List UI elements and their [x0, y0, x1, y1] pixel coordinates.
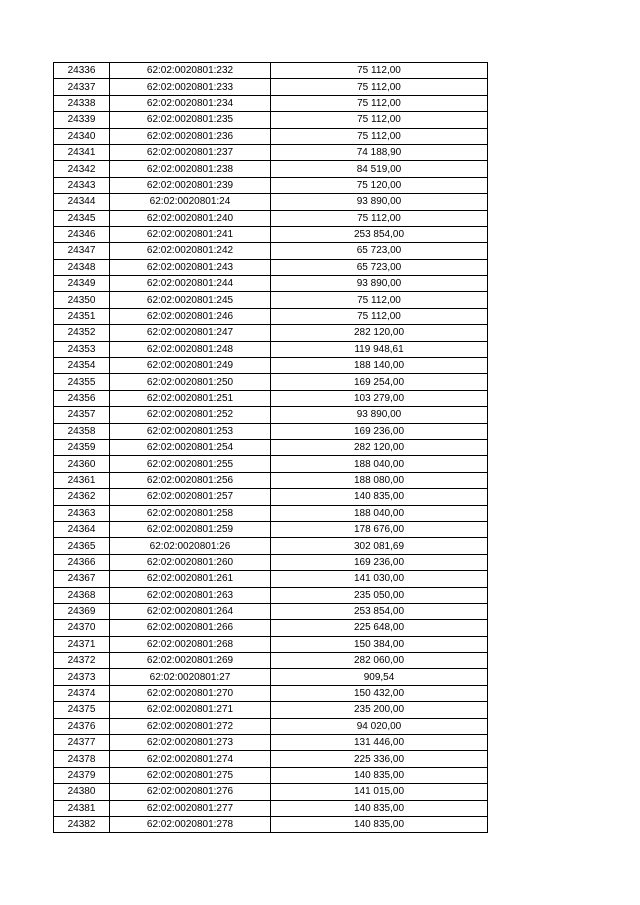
cadastral-number-cell: 62:02:0020801:232	[110, 63, 271, 79]
value-cell: 93 890,00	[271, 407, 488, 423]
cadastral-number-cell: 62:02:0020801:275	[110, 767, 271, 783]
cadastral-number-cell: 62:02:0020801:234	[110, 95, 271, 111]
table-row	[54, 489, 488, 505]
table-row	[54, 390, 488, 406]
value-cell: 188 040,00	[271, 505, 488, 521]
value-cell: 140 835,00	[271, 489, 488, 505]
row-number-cell: 24348	[54, 259, 110, 275]
cadastral-number-cell: 62:02:0020801:240	[110, 210, 271, 226]
value-cell: 75 112,00	[271, 95, 488, 111]
value-cell: 75 112,00	[271, 308, 488, 324]
row-number-cell: 24365	[54, 538, 110, 554]
cadastral-number-cell: 62:02:0020801:237	[110, 144, 271, 160]
value-cell: 119 948,61	[271, 341, 488, 357]
row-number-cell: 24377	[54, 735, 110, 751]
value-cell: 141 030,00	[271, 571, 488, 587]
table-row	[54, 194, 488, 210]
row-number-cell: 24340	[54, 128, 110, 144]
cadastral-number-cell: 62:02:0020801:252	[110, 407, 271, 423]
table-row	[54, 587, 488, 603]
value-cell: 140 835,00	[271, 816, 488, 832]
value-cell: 188 140,00	[271, 358, 488, 374]
value-cell: 75 112,00	[271, 63, 488, 79]
cadastral-number-cell: 62:02:0020801:258	[110, 505, 271, 521]
table-row	[54, 374, 488, 390]
table-row	[54, 702, 488, 718]
table-row	[54, 407, 488, 423]
row-number-cell: 24345	[54, 210, 110, 226]
table-row	[54, 521, 488, 537]
cadastral-number-cell: 62:02:0020801:247	[110, 325, 271, 341]
cadastral-number-cell: 62:02:0020801:254	[110, 439, 271, 455]
value-cell: 169 236,00	[271, 423, 488, 439]
row-number-cell: 24358	[54, 423, 110, 439]
cadastral-number-cell: 62:02:0020801:255	[110, 456, 271, 472]
cadastral-number-cell: 62:02:0020801:271	[110, 702, 271, 718]
table-row	[54, 751, 488, 767]
cadastral-number-cell: 62:02:0020801:24	[110, 194, 271, 210]
table-row	[54, 439, 488, 455]
row-number-cell: 24364	[54, 521, 110, 537]
cadastral-number-cell: 62:02:0020801:259	[110, 521, 271, 537]
row-number-cell: 24343	[54, 177, 110, 193]
table-row	[54, 603, 488, 619]
table-row	[54, 95, 488, 111]
value-cell: 75 112,00	[271, 112, 488, 128]
row-number-cell: 24359	[54, 439, 110, 455]
value-cell: 75 112,00	[271, 210, 488, 226]
cadastral-number-cell: 62:02:0020801:257	[110, 489, 271, 505]
table-row	[54, 620, 488, 636]
cadastral-number-cell: 62:02:0020801:241	[110, 226, 271, 242]
row-number-cell: 24378	[54, 751, 110, 767]
value-cell: 188 080,00	[271, 472, 488, 488]
row-number-cell: 24382	[54, 816, 110, 832]
row-number-cell: 24376	[54, 718, 110, 734]
row-number-cell: 24372	[54, 653, 110, 669]
cadastral-number-cell: 62:02:0020801:26	[110, 538, 271, 554]
table-row	[54, 816, 488, 832]
value-cell: 93 890,00	[271, 194, 488, 210]
value-cell: 169 236,00	[271, 554, 488, 570]
row-number-cell: 24381	[54, 800, 110, 816]
cadastral-number-cell: 62:02:0020801:272	[110, 718, 271, 734]
row-number-cell: 24368	[54, 587, 110, 603]
cadastral-number-cell: 62:02:0020801:274	[110, 751, 271, 767]
value-cell: 909,54	[271, 669, 488, 685]
value-cell: 141 015,00	[271, 784, 488, 800]
value-cell: 150 384,00	[271, 636, 488, 652]
value-cell: 169 254,00	[271, 374, 488, 390]
table-row	[54, 79, 488, 95]
value-cell: 75 112,00	[271, 79, 488, 95]
row-number-cell: 24369	[54, 603, 110, 619]
cadastral-number-cell: 62:02:0020801:236	[110, 128, 271, 144]
table-row	[54, 718, 488, 734]
row-number-cell: 24354	[54, 358, 110, 374]
value-cell: 302 081,69	[271, 538, 488, 554]
cadastral-number-cell: 62:02:0020801:264	[110, 603, 271, 619]
row-number-cell: 24367	[54, 571, 110, 587]
value-cell: 225 336,00	[271, 751, 488, 767]
table-row	[54, 112, 488, 128]
cadastral-number-cell: 62:02:0020801:269	[110, 653, 271, 669]
row-number-cell: 24337	[54, 79, 110, 95]
table-row	[54, 325, 488, 341]
cadastral-number-cell: 62:02:0020801:243	[110, 259, 271, 275]
cadastral-number-cell: 62:02:0020801:250	[110, 374, 271, 390]
row-number-cell: 24346	[54, 226, 110, 242]
row-number-cell: 24360	[54, 456, 110, 472]
row-number-cell: 24379	[54, 767, 110, 783]
value-cell: 282 060,00	[271, 653, 488, 669]
table-row	[54, 735, 488, 751]
value-cell: 140 835,00	[271, 767, 488, 783]
row-number-cell: 24370	[54, 620, 110, 636]
row-number-cell: 24363	[54, 505, 110, 521]
table-row	[54, 341, 488, 357]
row-number-cell: 24362	[54, 489, 110, 505]
table-row	[54, 292, 488, 308]
cadastral-number-cell: 62:02:0020801:235	[110, 112, 271, 128]
value-cell: 253 854,00	[271, 603, 488, 619]
value-cell: 65 723,00	[271, 259, 488, 275]
value-cell: 131 446,00	[271, 735, 488, 751]
row-number-cell: 24375	[54, 702, 110, 718]
value-cell: 282 120,00	[271, 439, 488, 455]
row-number-cell: 24339	[54, 112, 110, 128]
row-number-cell: 24336	[54, 63, 110, 79]
table-row	[54, 685, 488, 701]
row-number-cell: 24352	[54, 325, 110, 341]
value-cell: 94 020,00	[271, 718, 488, 734]
row-number-cell: 24356	[54, 390, 110, 406]
table-row	[54, 226, 488, 242]
cadastral-number-cell: 62:02:0020801:256	[110, 472, 271, 488]
row-number-cell: 24366	[54, 554, 110, 570]
row-number-cell: 24380	[54, 784, 110, 800]
value-cell: 103 279,00	[271, 390, 488, 406]
table-row	[54, 571, 488, 587]
table-row	[54, 472, 488, 488]
cadastral-number-cell: 62:02:0020801:276	[110, 784, 271, 800]
value-cell: 75 112,00	[271, 292, 488, 308]
value-cell: 225 648,00	[271, 620, 488, 636]
value-cell: 65 723,00	[271, 243, 488, 259]
cadastral-number-cell: 62:02:0020801:245	[110, 292, 271, 308]
cadastral-number-cell: 62:02:0020801:273	[110, 735, 271, 751]
table-row	[54, 276, 488, 292]
table-row	[54, 767, 488, 783]
cadastral-number-cell: 62:02:0020801:260	[110, 554, 271, 570]
row-number-cell: 24361	[54, 472, 110, 488]
table-body	[54, 63, 488, 833]
row-number-cell: 24351	[54, 308, 110, 324]
value-cell: 75 120,00	[271, 177, 488, 193]
cadastral-value-table	[53, 62, 488, 833]
cadastral-number-cell: 62:02:0020801:246	[110, 308, 271, 324]
row-number-cell: 24357	[54, 407, 110, 423]
row-number-cell: 24355	[54, 374, 110, 390]
cadastral-number-cell: 62:02:0020801:270	[110, 685, 271, 701]
table-row	[54, 653, 488, 669]
value-cell: 235 050,00	[271, 587, 488, 603]
row-number-cell: 24374	[54, 685, 110, 701]
row-number-cell: 24353	[54, 341, 110, 357]
table-row	[54, 538, 488, 554]
row-number-cell: 24342	[54, 161, 110, 177]
row-number-cell: 24373	[54, 669, 110, 685]
value-cell: 235 200,00	[271, 702, 488, 718]
cadastral-number-cell: 62:02:0020801:244	[110, 276, 271, 292]
cadastral-number-cell: 62:02:0020801:248	[110, 341, 271, 357]
table-row	[54, 177, 488, 193]
value-cell: 140 835,00	[271, 800, 488, 816]
row-number-cell: 24344	[54, 194, 110, 210]
table-row	[54, 259, 488, 275]
table-row	[54, 144, 488, 160]
cadastral-number-cell: 62:02:0020801:239	[110, 177, 271, 193]
cadastral-number-cell: 62:02:0020801:266	[110, 620, 271, 636]
value-cell: 75 112,00	[271, 128, 488, 144]
row-number-cell: 24371	[54, 636, 110, 652]
table-row	[54, 456, 488, 472]
table-row	[54, 161, 488, 177]
table-row	[54, 358, 488, 374]
table-row	[54, 784, 488, 800]
table-row	[54, 505, 488, 521]
cadastral-number-cell: 62:02:0020801:251	[110, 390, 271, 406]
cadastral-number-cell: 62:02:0020801:233	[110, 79, 271, 95]
cadastral-number-cell: 62:02:0020801:27	[110, 669, 271, 685]
cadastral-number-cell: 62:02:0020801:261	[110, 571, 271, 587]
table-row	[54, 63, 488, 79]
cadastral-number-cell: 62:02:0020801:238	[110, 161, 271, 177]
table-row	[54, 128, 488, 144]
row-number-cell: 24349	[54, 276, 110, 292]
table-row	[54, 308, 488, 324]
table-row	[54, 554, 488, 570]
row-number-cell: 24341	[54, 144, 110, 160]
value-cell: 178 676,00	[271, 521, 488, 537]
row-number-cell: 24347	[54, 243, 110, 259]
cadastral-number-cell: 62:02:0020801:268	[110, 636, 271, 652]
table-row	[54, 800, 488, 816]
row-number-cell: 24350	[54, 292, 110, 308]
value-cell: 150 432,00	[271, 685, 488, 701]
value-cell: 282 120,00	[271, 325, 488, 341]
cadastral-number-cell: 62:02:0020801:242	[110, 243, 271, 259]
cadastral-number-cell: 62:02:0020801:249	[110, 358, 271, 374]
table-row	[54, 636, 488, 652]
value-cell: 188 040,00	[271, 456, 488, 472]
table-row	[54, 210, 488, 226]
row-number-cell: 24338	[54, 95, 110, 111]
cadastral-number-cell: 62:02:0020801:253	[110, 423, 271, 439]
table-row	[54, 423, 488, 439]
value-cell: 74 188,90	[271, 144, 488, 160]
table-row	[54, 243, 488, 259]
table-row	[54, 669, 488, 685]
value-cell: 253 854,00	[271, 226, 488, 242]
cadastral-number-cell: 62:02:0020801:278	[110, 816, 271, 832]
value-cell: 84 519,00	[271, 161, 488, 177]
value-cell: 93 890,00	[271, 276, 488, 292]
cadastral-number-cell: 62:02:0020801:263	[110, 587, 271, 603]
cadastral-number-cell: 62:02:0020801:277	[110, 800, 271, 816]
